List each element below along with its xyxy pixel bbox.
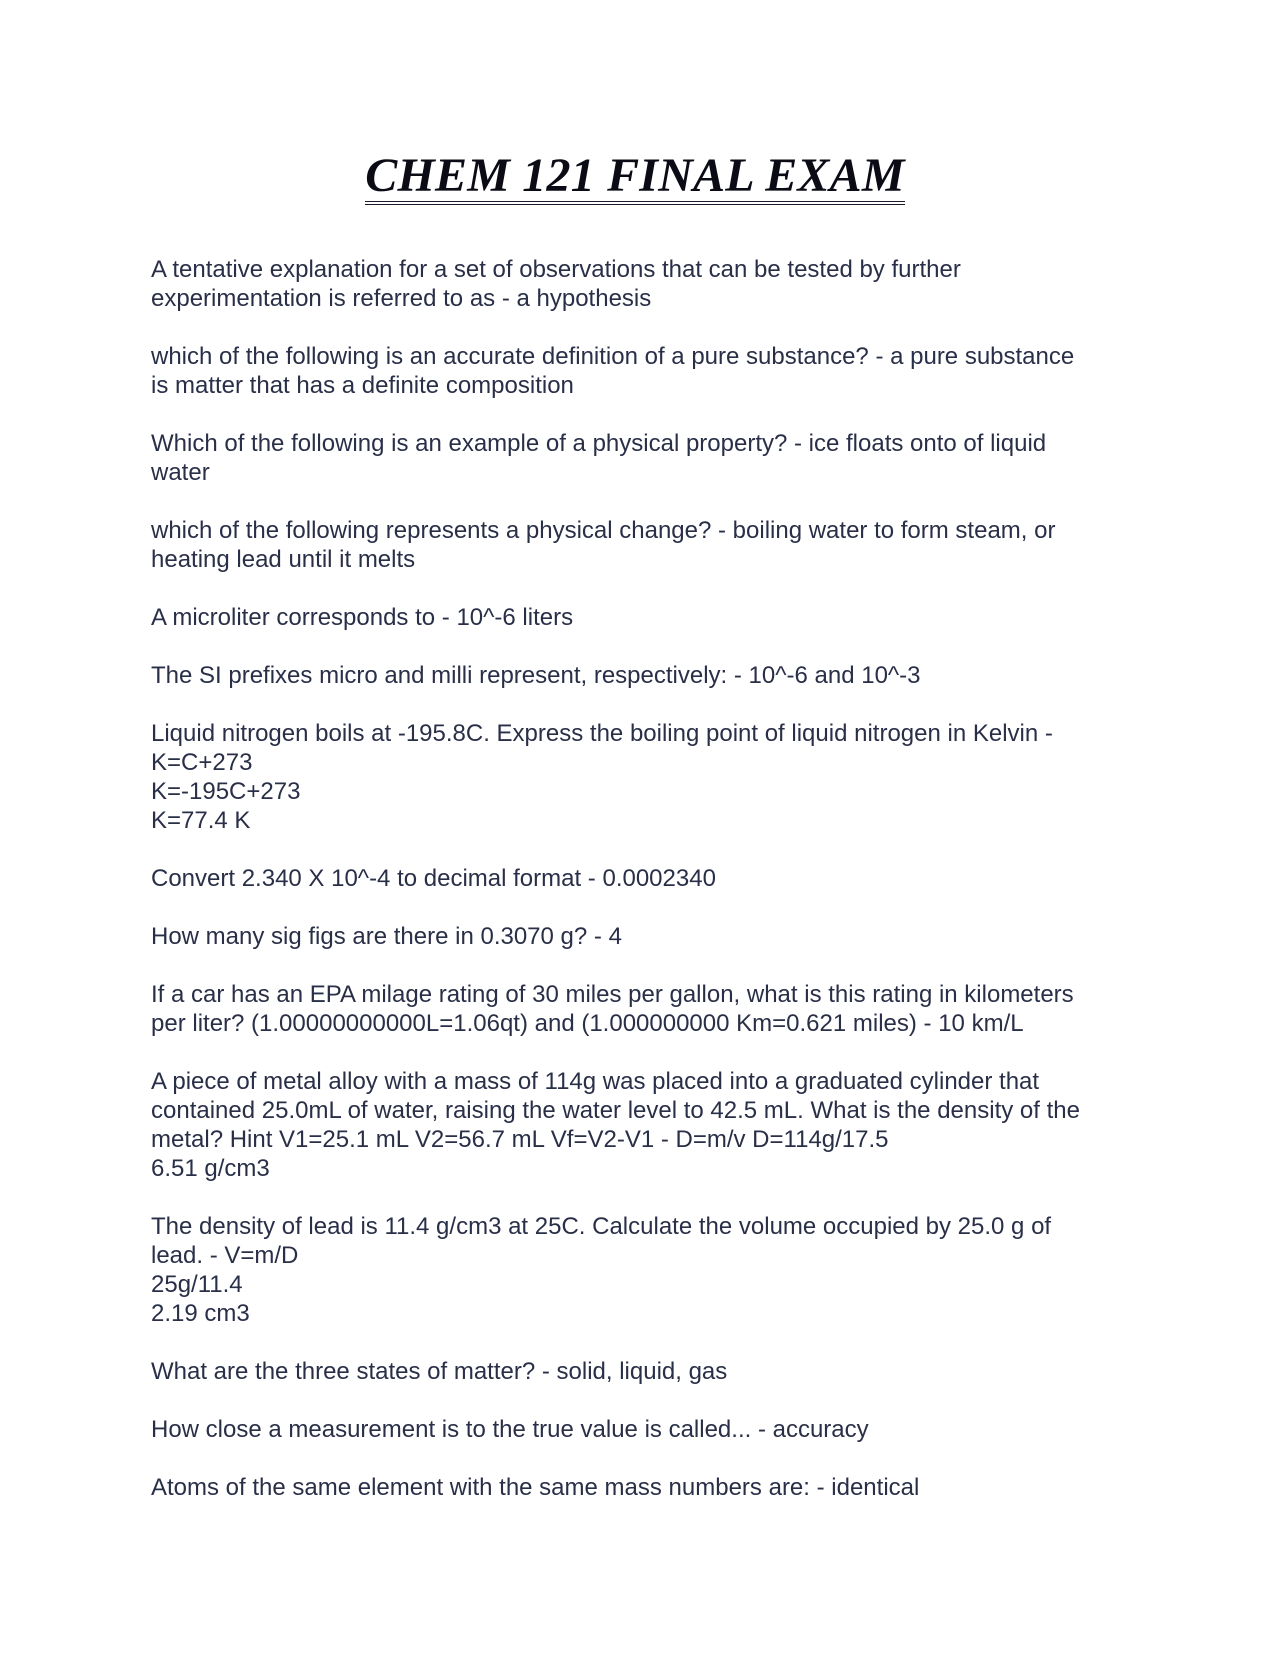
text-line: A piece of metal alloy with a mass of 114g was placed into a graduated cylinder that [151,1068,1040,1095]
text-line: experimentation is referred to as - a hypothesis [151,285,652,312]
question-answer-12 [151,1212,1136,1328]
question-answer-11 [151,1067,1136,1183]
question-answer-14 [151,1415,1136,1444]
question-answer-9 [151,922,1136,951]
question-answer-13 [151,1357,1136,1386]
text-line: K=77.4 K [151,807,251,834]
question-answer-1 [151,255,1136,313]
question-answer-7 [151,719,1136,835]
document-title-text: CHEM 121 FINAL EXAM [365,151,905,205]
text-line: A microliter corresponds to - 10^-6 liters [151,604,574,631]
text-line: per liter? (1.00000000000L=1.06qt) and (1.000000000 Km=0.621 miles) - 10 km/L [151,1010,1024,1037]
question-answer-2 [151,342,1136,400]
text-line: If a car has an EPA milage rating of 30 miles per gallon, what is this rating in kilometers [151,981,1074,1008]
question-answer-5 [151,603,1136,632]
text-line: metal? Hint V1=25.1 mL V2=56.7 mL Vf=V2-V1 - D=m/v D=114g/17.5 [151,1126,889,1153]
question-answer-8 [151,864,1136,893]
text-line: A tentative explanation for a set of observations that can be tested by further [151,256,961,283]
text-line: What are the three states of matter? - solid, liquid, gas [151,1358,728,1385]
text-line: heating lead until it melts [151,546,416,573]
question-answer-6 [151,661,1136,690]
text-line: which of the following represents a physical change? - boiling water to form steam, or [151,517,1056,544]
text-line: 2.19 cm3 [151,1300,250,1327]
text-line: The SI prefixes micro and milli represent, respectively: - 10^-6 and 10^-3 [151,662,921,689]
text-line: lead. - V=m/D [151,1242,299,1269]
text-line: Atoms of the same element with the same mass numbers are: - identical [151,1474,920,1501]
question-answer-10 [151,980,1136,1038]
document-body [151,255,1136,1531]
text-line: 25g/11.4 [151,1271,243,1298]
text-line: water [151,459,210,486]
question-answer-15 [151,1473,1136,1502]
text-line: How close a measurement is to the true value is called... - accuracy [151,1416,869,1443]
text-line: contained 25.0mL of water, raising the water level to 42.5 mL. What is the density of the [151,1097,1080,1124]
text-line: is matter that has a definite composition [151,372,574,399]
text-line: K=-195C+273 [151,778,301,805]
text-line: Convert 2.340 X 10^-4 to decimal format - 0.0002340 [151,865,716,892]
text-line: which of the following is an accurate definition of a pure substance? - a pure substance [151,343,1075,370]
text-line: Which of the following is an example of a physical property? - ice floats onto of liquid [151,430,1047,457]
document-title [0,148,1270,205]
text-line: 6.51 g/cm3 [151,1155,270,1182]
question-answer-3 [151,429,1136,487]
text-line: The density of lead is 11.4 g/cm3 at 25C. Calculate the volume occupied by 25.0 g of [151,1213,1052,1240]
text-line: K=C+273 [151,749,253,776]
text-line: How many sig figs are there in 0.3070 g? - 4 [151,923,622,950]
question-answer-4 [151,516,1136,574]
text-line: Liquid nitrogen boils at -195.8C. Express the boiling point of liquid nitrogen in Kelvin - [151,720,1053,747]
